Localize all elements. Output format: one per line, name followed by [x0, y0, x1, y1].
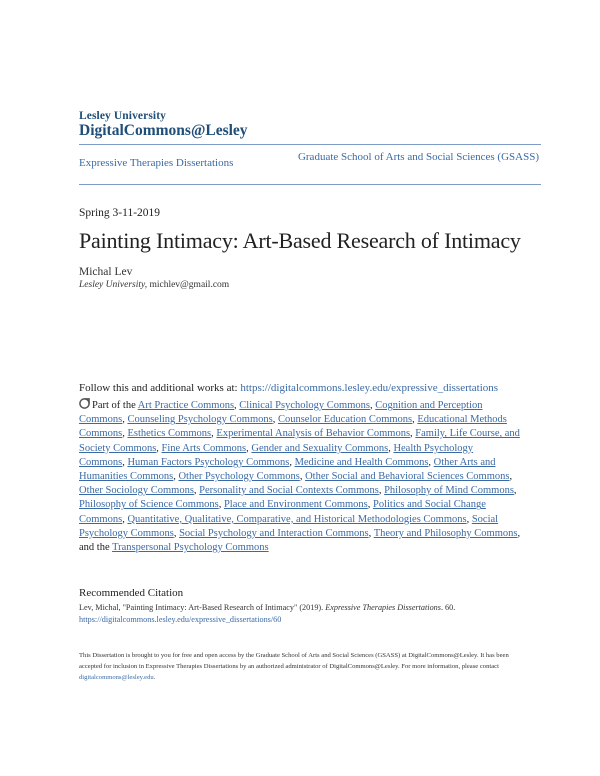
commons-separator: ,	[211, 428, 217, 440]
follow-url-link[interactable]: https://digitalcommons.lesley.edu/expressive_dissertations	[240, 382, 499, 394]
commons-link[interactable]: Art Practice Commons	[137, 400, 235, 411]
commons-link[interactable]: Other Social and Behavioral Sciences Commons	[305, 471, 510, 483]
commons-link[interactable]: Other Sociology Commons	[79, 485, 194, 497]
commons-link[interactable]: Human Factors Psychology Commons	[127, 456, 290, 468]
affiliation-name: Lesley University	[79, 280, 145, 290]
commons-link[interactable]: Clinical Psychology Commons	[239, 400, 370, 411]
commons-link[interactable]: Theory and Philosophy Commons	[373, 527, 518, 539]
commons-link[interactable]: Place and Environment Commons	[223, 499, 368, 511]
collection-link-gsass[interactable]: Graduate School of Arts and Social Sciences (GSASS)	[297, 151, 539, 163]
commons-separator: ,	[388, 442, 394, 454]
commons-link[interactable]: Counseling Psychology Commons	[127, 414, 273, 426]
recommended-citation-label: Recommended Citation	[79, 587, 184, 599]
commons-link[interactable]: Gender and Sexuality Commons	[251, 442, 389, 454]
commons-separator: ,	[122, 428, 128, 440]
commons-separator: ,	[368, 527, 374, 539]
commons-separator: ,	[122, 456, 128, 468]
commons-link[interactable]: Philosophy of Mind Commons	[384, 485, 514, 497]
commons-separator: ,	[509, 471, 513, 483]
citation-series: Expressive Therapies Dissertations	[325, 603, 441, 612]
author-affiliation: Lesley University, michlev@gmail.com	[79, 280, 230, 290]
commons-separator: ,	[289, 456, 295, 468]
commons-link[interactable]: Personality and Social Contexts Commons	[199, 485, 379, 497]
commons-separator: ,	[272, 414, 278, 426]
citation-block	[79, 602, 521, 626]
author-name: Michal Lev	[79, 266, 133, 278]
commons-separator: ,	[156, 442, 162, 454]
commons-link[interactable]: Cognition and Perception Commons	[79, 400, 483, 426]
commons-link[interactable]: Medicine and Health Commons	[294, 456, 429, 468]
open-access-icon	[79, 398, 90, 409]
commons-link[interactable]: Esthetics Commons	[127, 428, 212, 440]
commons-link[interactable]: Philosophy of Science Commons	[79, 499, 219, 511]
paper-title: Painting Intimacy: Art-Based Research of Intimacy	[79, 228, 521, 253]
commons-separator: ,	[234, 400, 240, 411]
commons-link[interactable]: Social Psychology Commons	[79, 513, 499, 539]
commons-link[interactable]: Family, Life Course, and Society Commons	[79, 428, 520, 454]
commons-link[interactable]: Fine Arts Commons	[161, 442, 247, 454]
commons-link[interactable]: Social Psychology and Interaction Commons	[179, 527, 369, 539]
part-of-prefix: Part of the	[92, 400, 138, 411]
follow-line	[79, 382, 498, 394]
commons-link[interactable]: Transpersonal Psychology Commons	[112, 542, 269, 554]
header-divider-bottom	[79, 184, 541, 185]
commons-link[interactable]: Other Arts and Humanities Commons	[79, 456, 496, 483]
commons-separator: , and the	[79, 527, 521, 554]
header-divider-top	[79, 144, 541, 145]
commons-link[interactable]: Other Psychology Commons	[178, 471, 300, 483]
commons-separator: ,	[218, 499, 224, 511]
author-email: michlev@gmail.com	[149, 280, 230, 290]
citation-text: Lev, Michal, "Painting Intimacy: Art-Based Research of Intimacy" (2019).	[79, 603, 326, 612]
repository-name[interactable]: DigitalCommons@Lesley	[79, 122, 248, 139]
contact-email-link[interactable]: digitalcommons@lesley.edu	[79, 674, 154, 682]
commons-separator: ,	[173, 471, 179, 483]
publication-date: Spring 3-11-2019	[79, 207, 161, 219]
commons-link[interactable]: Experimental Analysis of Behavior Commons	[216, 428, 411, 440]
commons-link[interactable]: Health Psychology Commons	[79, 442, 474, 468]
commons-link[interactable]: Educational Methods Commons	[79, 414, 507, 440]
commons-separator: ,	[193, 485, 200, 497]
commons-separator: ,	[369, 400, 376, 411]
citation-number: . 60.	[440, 603, 456, 612]
commons-link[interactable]: Counselor Education Commons	[277, 414, 413, 426]
follow-prefix: Follow this and additional works at:	[79, 382, 241, 394]
commons-separator: ,	[410, 428, 416, 440]
commons-link[interactable]: Quantitative, Qualitative, Comparative, and Historical Methodologies Commons	[127, 513, 467, 525]
commons-separator: ,	[246, 442, 252, 454]
commons-link[interactable]: Politics and Social Change Commons	[79, 499, 486, 525]
commons-separator: ,	[428, 456, 434, 468]
commons-separator: ,	[466, 513, 472, 525]
commons-separator: ,	[299, 471, 306, 483]
commons-separator: ,	[122, 513, 128, 525]
commons-separator: ,	[378, 485, 385, 497]
notice-text: This Dissertation is brought to you for free and open access by the Graduate School of Arts and Social Sciences (GSASS) at DigitalCommons@Lesley. It has been accepted for inclusion in Expressive Therapies Dissertations by an authorized administrator of DigitalCommons@Lesley. For more information, please contact	[79, 652, 509, 671]
notice-end: .	[153, 674, 156, 682]
commons-separator: ,	[367, 499, 373, 511]
commons-separator: ,	[122, 414, 128, 426]
institution-name: Lesley University	[79, 110, 166, 122]
commons-list	[79, 400, 520, 553]
commons-separator: ,	[513, 485, 517, 497]
commons-separator: ,	[412, 414, 418, 426]
part-of-commons	[79, 398, 521, 555]
access-notice	[79, 650, 524, 684]
citation-url-link[interactable]: https://digitalcommons.lesley.edu/expressive_dissertations/60	[79, 615, 282, 624]
collection-link-dissertations[interactable]: Expressive Therapies Dissertations	[79, 157, 234, 169]
commons-separator: ,	[173, 527, 180, 539]
